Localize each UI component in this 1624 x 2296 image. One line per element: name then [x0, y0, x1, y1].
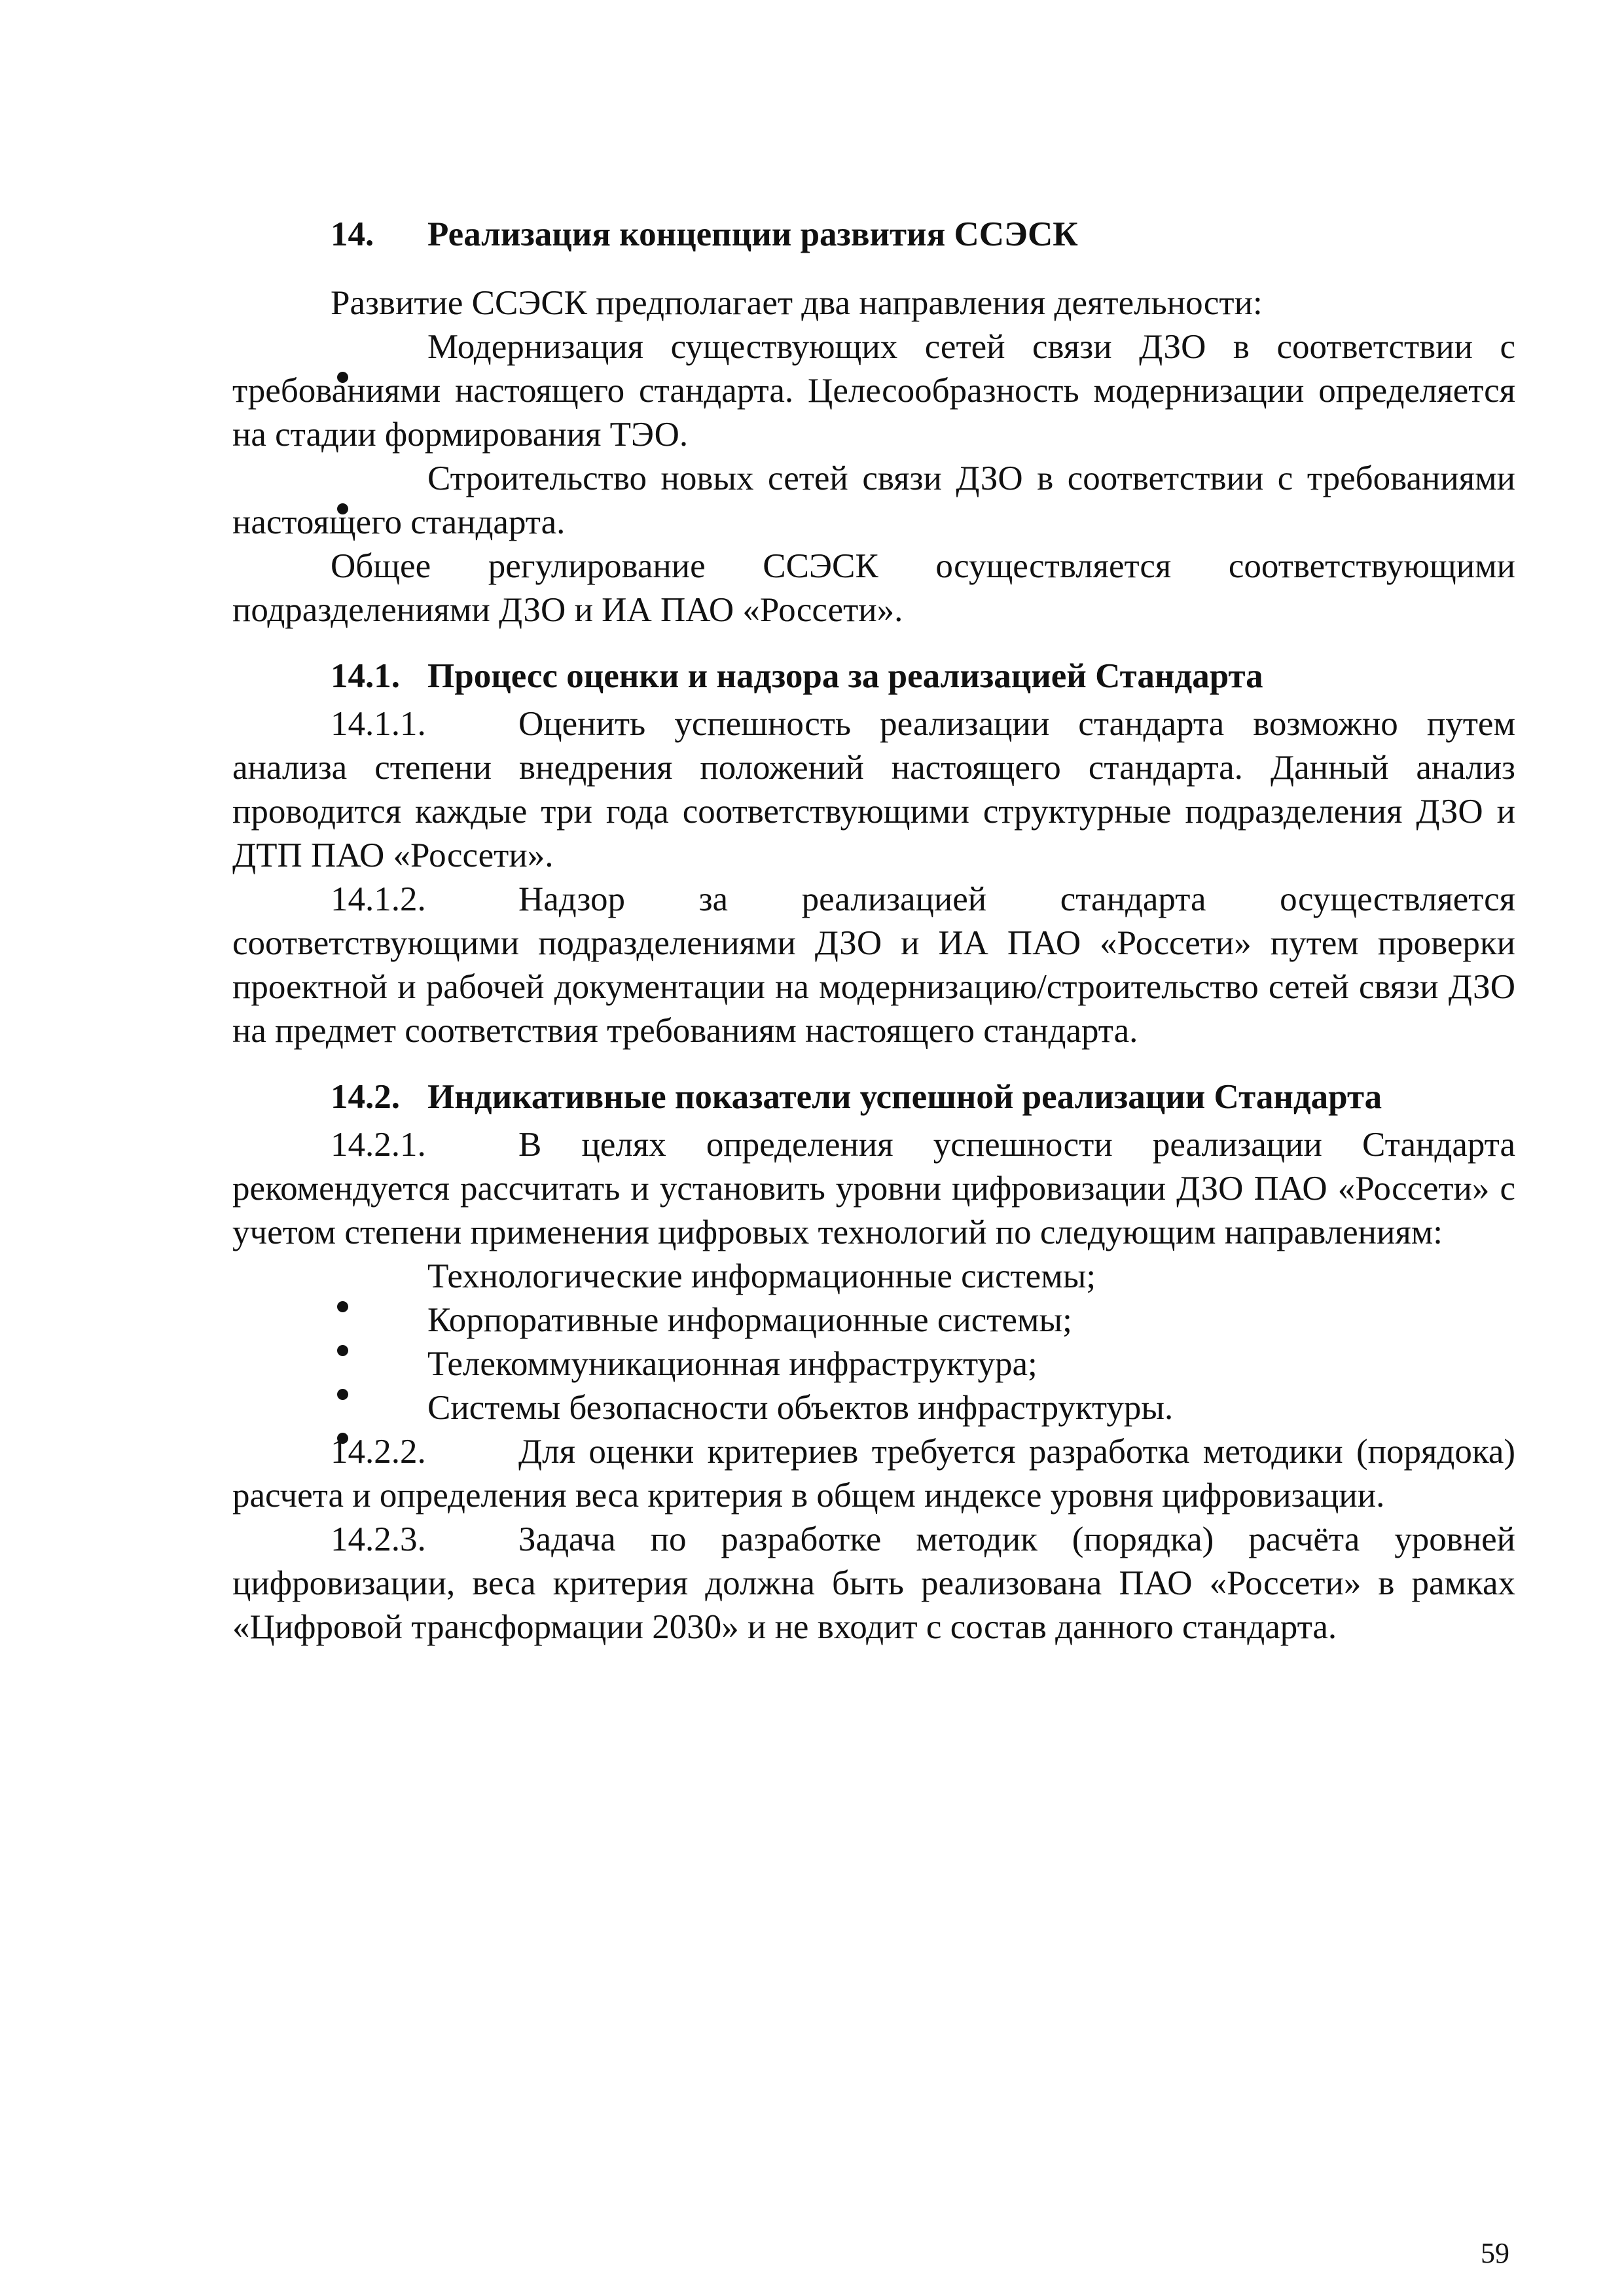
- section-14-heading: [331, 213, 1515, 257]
- paragraph-14-2-1: [232, 1123, 1515, 1255]
- section-number: 14.1.: [331, 657, 400, 695]
- paragraph-text: Для оценки критериев требуется разработка методики (порядока) расчета и определения веса критерия в общем индексе уровня цифровизации.: [232, 1433, 1515, 1515]
- section-title: Индикативные показатели успешной реализации Стандарта: [427, 1078, 1382, 1116]
- paragraph-text: Задача по разработке методик (порядка) расчёта уровней цифровизации, веса критерия должна быть реализована ПАО «Россети» в рамках «Цифровой трансформации 2030» и не входит с состав данного стандарта.: [232, 1520, 1515, 1646]
- bullet-text: Модернизация существующих сетей связи ДЗО в соответствии с требованиями настоящего стандарта. Целесообразность модернизации определяется на стадии формирования ТЭО.: [232, 328, 1515, 454]
- paragraph-number: 14.1.1.: [331, 705, 426, 743]
- section-14-intro: Развитие ССЭСК предполагает два направления деятельности:: [331, 284, 1263, 322]
- document-page: [232, 213, 1515, 1649]
- paragraph-number: 14.2.2.: [331, 1433, 426, 1471]
- paragraph-number: 14.2.1.: [331, 1126, 426, 1164]
- bullet-text: Строительство новых сетей связи ДЗО в соответствии с требованиями настоящего стандарта.: [232, 459, 1515, 541]
- bullet-item: [232, 1299, 1515, 1342]
- bullet-text: Технологические информационные системы;: [427, 1257, 1096, 1295]
- bullet-item: [232, 1255, 1515, 1299]
- page-number: 59: [1481, 2237, 1509, 2269]
- paragraph-14-2-2: [232, 1430, 1515, 1518]
- section-14-2-heading: [331, 1075, 1515, 1119]
- section-title: Процесс оценки и надзора за реализацией Стандарта: [427, 657, 1263, 695]
- section-14-regulation: Общее регулирование ССЭСК осуществляется соответствующими подразделениями ДЗО и ИА ПАО «Россети».: [232, 547, 1515, 629]
- paragraph-14-2-3: [232, 1518, 1515, 1649]
- bullet-item: [232, 325, 1515, 457]
- paragraph-text: Оценить успешность реализации стандарта возможно путем анализа степени внедрения положений настоящего стандарта. Данный анализ проводится каждые три года соответствующими структурные подразделения ДЗО и ДТП ПАО «Россети».: [232, 705, 1515, 874]
- bullet-item: [232, 1386, 1515, 1430]
- bullet-item: [232, 457, 1515, 545]
- section-number: 14.2.: [331, 1078, 400, 1116]
- section-number: 14.: [331, 215, 374, 253]
- paragraph-number: 14.1.2.: [331, 880, 426, 918]
- paragraph-text: Надзор за реализацией стандарта осуществляется соответствующими подразделениями ДЗО и ИА ПАО «Россети» путем проверки проектной и рабочей документации на модернизацию/строительство сетей связи ДЗО на предмет соответствия требованиям настоящего стандарта.: [232, 880, 1515, 1050]
- paragraph-14-1-2: [232, 878, 1515, 1053]
- paragraph-text: В целях определения успешности реализации Стандарта рекомендуется рассчитать и установить уровни цифровизации ДЗО ПАО «Россети» с учетом степени применения цифровых технологий по следующим направлениям:: [232, 1126, 1515, 1251]
- paragraph-number: 14.2.3.: [331, 1520, 426, 1558]
- bullet-text: Корпоративные информационные системы;: [427, 1301, 1072, 1339]
- bullet-text: Телекоммуникационная инфраструктура;: [427, 1345, 1038, 1383]
- section-14-1-heading: [331, 655, 1515, 698]
- paragraph-14-1-1: [232, 702, 1515, 878]
- bullet-item: [232, 1342, 1515, 1386]
- section-title: Реализация концепции развития ССЭСК: [427, 215, 1078, 253]
- bullet-text: Системы безопасности объектов инфраструктуры.: [427, 1389, 1174, 1427]
